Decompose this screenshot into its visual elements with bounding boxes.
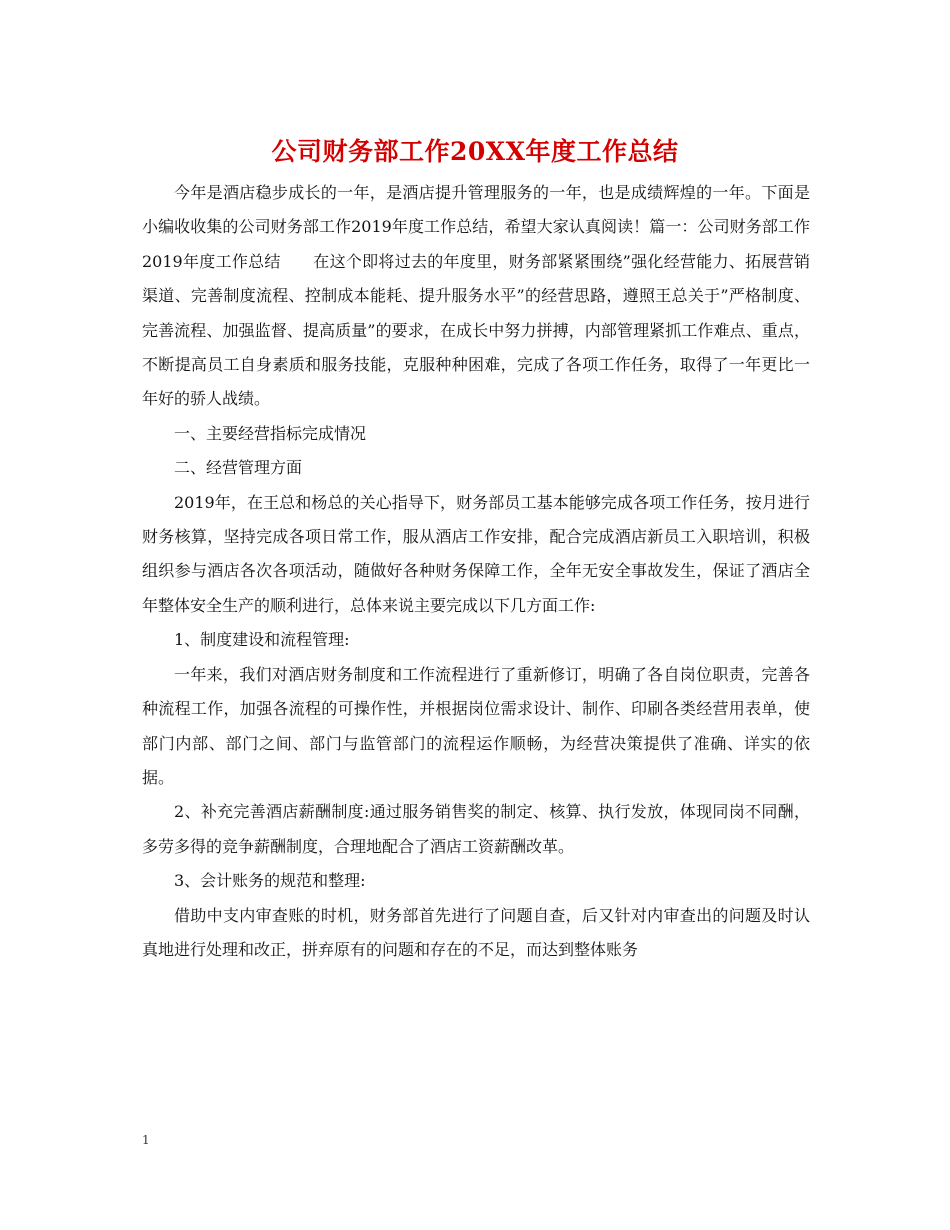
paragraph-subheading-3: 3、会计账务的规范和整理: <box>174 871 366 891</box>
paragraph-heading-1: 一、主要经营指标完成情况 <box>174 423 367 443</box>
paragraph-salary-system: 2、补充完善酒店薪酬制度:通过服务销售奖的制定、核算、执行发放，体现同岗不同酬，多劳多得的竞争薪酬制度，合理地配合了酒店工资薪酬改革。 <box>142 802 810 856</box>
page-number: 1 <box>142 1133 150 1147</box>
paragraph-heading-2: 二、经营管理方面 <box>174 458 303 478</box>
paragraph-accounting: 借助中支内审查账的时机，财务部首先进行了问题自查，后又针对内审查出的问题及时认真地进行处理和改正，拼弃原有的问题和存在的不足，而达到整体账务 <box>142 905 810 959</box>
paragraph-system-building: 一年来，我们对酒店财务制度和工作流程进行了重新修订，明确了各自岗位职责，完善各种流程工作，加强各流程的可操作性，并根据岗位需求设计、制作、印刷各类经营用表单，使部门内部、部门之间、部门与监管部门的流程运作顺畅，为经营决策提供了准确、详实的依据。 <box>142 664 810 787</box>
paragraph-subheading-1: 1、制度建设和流程管理: <box>174 630 350 650</box>
paragraph-management: 2019年，在王总和杨总的关心指导下，财务部员工基本能够完成各项工作任务，按月进行财务核算，坚持完成各项日常工作，服从酒店工作安排，配合完成酒店新员工入职培训，积极组织参与酒店各次各项活动，随做好各种财务保障工作，全年无安全事故发生，保证了酒店全年整体安全生产的顺利进行，总体来说主要完成以下几方面工作: <box>142 492 810 615</box>
document-body <box>142 176 810 967</box>
paragraph-intro: 今年是酒店稳步成长的一年，是酒店提升管理服务的一年，也是成绩辉煌的一年。下面是小编收收集的公司财务部工作2019年度工作总结，希望大家认真阅读！篇一：公司财务部工作2019年度工作总结 在这个即将过去的年度里，财务部紧紧围绕”强化经营能力、拓展营销渠道、完善制度流程、控制成本能耗、提升服务水平”的经营思路，遵照王总关于”严格制度、完善流程、加强监督、提高质量”的要求，在成长中努力拼搏，内部管理紧抓工作难点、重点，不断提高员工自身素质和服务技能，克服种种困难，完成了各项工作任务，取得了一年更比一年好的骄人战绩。 <box>142 183 810 409</box>
document-title: 公司财务部工作20XX年度工作总结 <box>271 137 679 166</box>
